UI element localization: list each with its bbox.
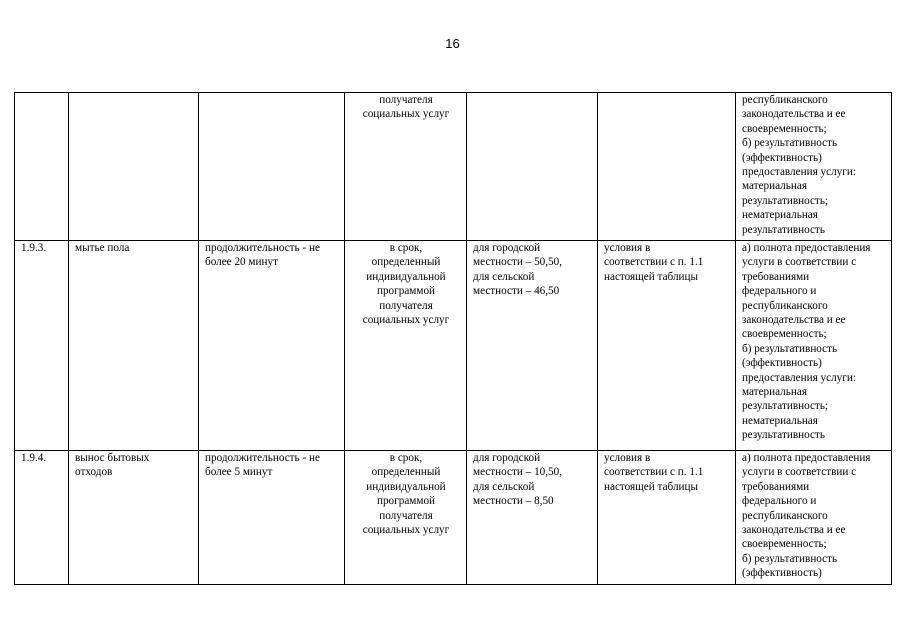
cell-number: [15, 241, 69, 451]
cell-text-line: местности – 50,50,: [473, 256, 563, 269]
cell-text-line: для городской: [473, 452, 541, 464]
cell-text-line: предоставления услуги:: [742, 371, 856, 384]
cell-text-line: для городской: [473, 242, 541, 254]
cell-text-line: б) результативность: [742, 342, 838, 355]
cell-text-line: продолжительность - не: [205, 452, 320, 464]
cell-text-line: б) результативность: [742, 552, 838, 565]
cell-text-line: программой: [376, 285, 436, 298]
cell-text-line: (эффективность): [742, 567, 822, 580]
cell-text-line: предоставления услуги:: [742, 166, 856, 179]
cell-service-name: [69, 93, 199, 241]
cell-price: [467, 241, 598, 451]
cell-text-line: для сельской: [473, 270, 535, 283]
cell-text-line: (эффективность): [742, 357, 822, 370]
cell-text-line: федерального и: [742, 285, 817, 298]
table-row: [15, 241, 892, 451]
cell-text-line: получателя: [379, 299, 433, 312]
cell-text-line: настоящей таблицы: [604, 270, 699, 283]
cell-price: [467, 451, 598, 585]
cell-text-line: республиканского: [742, 299, 828, 312]
table-row: [15, 93, 892, 241]
cell-text-line: отходов: [75, 466, 113, 479]
cell-text-line: материальная: [742, 386, 807, 399]
cell-text-line: социальных услуг: [362, 108, 450, 121]
cell-term: [345, 451, 467, 585]
services-table: [14, 92, 892, 585]
cell-text-line: программой: [376, 495, 436, 508]
cell-number: [15, 451, 69, 585]
cell-text-line: условия в: [604, 452, 651, 464]
cell-text-line: настоящей таблицы: [604, 480, 699, 493]
cell-text-line: более 5 минут: [205, 466, 273, 479]
cell-text-line: получателя: [379, 94, 433, 106]
cell-text-line: определенный: [371, 256, 441, 269]
cell-text-line: местности – 46,50: [473, 285, 560, 298]
cell-text-line: своевременность;: [742, 538, 827, 551]
cell-volume: [199, 241, 345, 451]
cell-text-line: в срок,: [389, 452, 423, 464]
cell-text-line: 1.9.4.: [21, 452, 47, 464]
cell-volume: [199, 93, 345, 241]
cell-quality: [736, 451, 892, 585]
cell-text-line: соответствии с п. 1.1: [604, 466, 704, 479]
cell-text-line: в срок,: [389, 242, 423, 254]
cell-text-line: требованиями: [742, 480, 810, 493]
cell-text-line: республиканского: [742, 94, 828, 106]
services-table-body: [15, 93, 892, 585]
cell-text-line: условия в: [604, 242, 651, 254]
cell-text-line: законодательства и ее: [742, 314, 846, 327]
cell-text-line: результативность: [742, 223, 825, 236]
cell-text-line: соответствии с п. 1.1: [604, 256, 704, 269]
cell-number: [15, 93, 69, 241]
cell-price: [467, 93, 598, 241]
cell-text-line: нематериальная: [742, 209, 818, 222]
cell-quality: [736, 93, 892, 241]
cell-conditions: [598, 451, 736, 585]
cell-text-line: результативность;: [742, 194, 829, 207]
cell-term: [345, 241, 467, 451]
cell-text-line: результативность;: [742, 400, 829, 413]
cell-quality: [736, 241, 892, 451]
cell-text-line: а) полнота предоставления: [742, 452, 871, 464]
cell-text-line: законодательства и ее: [742, 108, 846, 121]
cell-text-line: требованиями: [742, 270, 810, 283]
cell-text-line: социальных услуг: [362, 524, 450, 537]
cell-text-line: услуги в соответствии с: [742, 256, 857, 269]
cell-text-line: местности – 10,50,: [473, 466, 563, 479]
cell-conditions: [598, 241, 736, 451]
cell-text-line: определенный: [371, 466, 441, 479]
cell-text-line: мытье пола: [75, 242, 130, 254]
cell-text-line: нематериальная: [742, 414, 818, 427]
cell-text-line: 1.9.3.: [21, 242, 47, 254]
cell-text-line: для сельской: [473, 480, 535, 493]
cell-text-line: своевременность;: [742, 328, 827, 341]
cell-text-line: социальных услуг: [362, 314, 450, 327]
cell-text-line: материальная: [742, 180, 807, 193]
page-number: 16: [445, 36, 460, 51]
cell-text-line: получателя: [379, 509, 433, 522]
cell-text-line: индивидуальной: [366, 480, 446, 493]
table-row: [15, 451, 892, 585]
cell-text-line: продолжительность - не: [205, 242, 320, 254]
cell-term: [345, 93, 467, 241]
cell-text-line: б) результативность: [742, 137, 838, 150]
cell-text-line: своевременность;: [742, 122, 827, 135]
cell-volume: [199, 451, 345, 585]
cell-service-name: [69, 451, 199, 585]
cell-text-line: местности – 8,50: [473, 495, 554, 508]
cell-text-line: индивидуальной: [366, 270, 446, 283]
cell-text-line: услуги в соответствии с: [742, 466, 857, 479]
cell-text-line: республиканского: [742, 509, 828, 522]
cell-text-line: вынос бытовых: [75, 452, 150, 464]
cell-service-name: [69, 241, 199, 451]
cell-text-line: (эффективность): [742, 151, 822, 164]
cell-text-line: более 20 минут: [205, 256, 278, 269]
cell-text-line: а) полнота предоставления: [742, 242, 871, 254]
cell-conditions: [598, 93, 736, 241]
cell-text-line: федерального и: [742, 495, 817, 508]
cell-text-line: законодательства и ее: [742, 524, 846, 537]
cell-text-line: результативность: [742, 429, 825, 442]
